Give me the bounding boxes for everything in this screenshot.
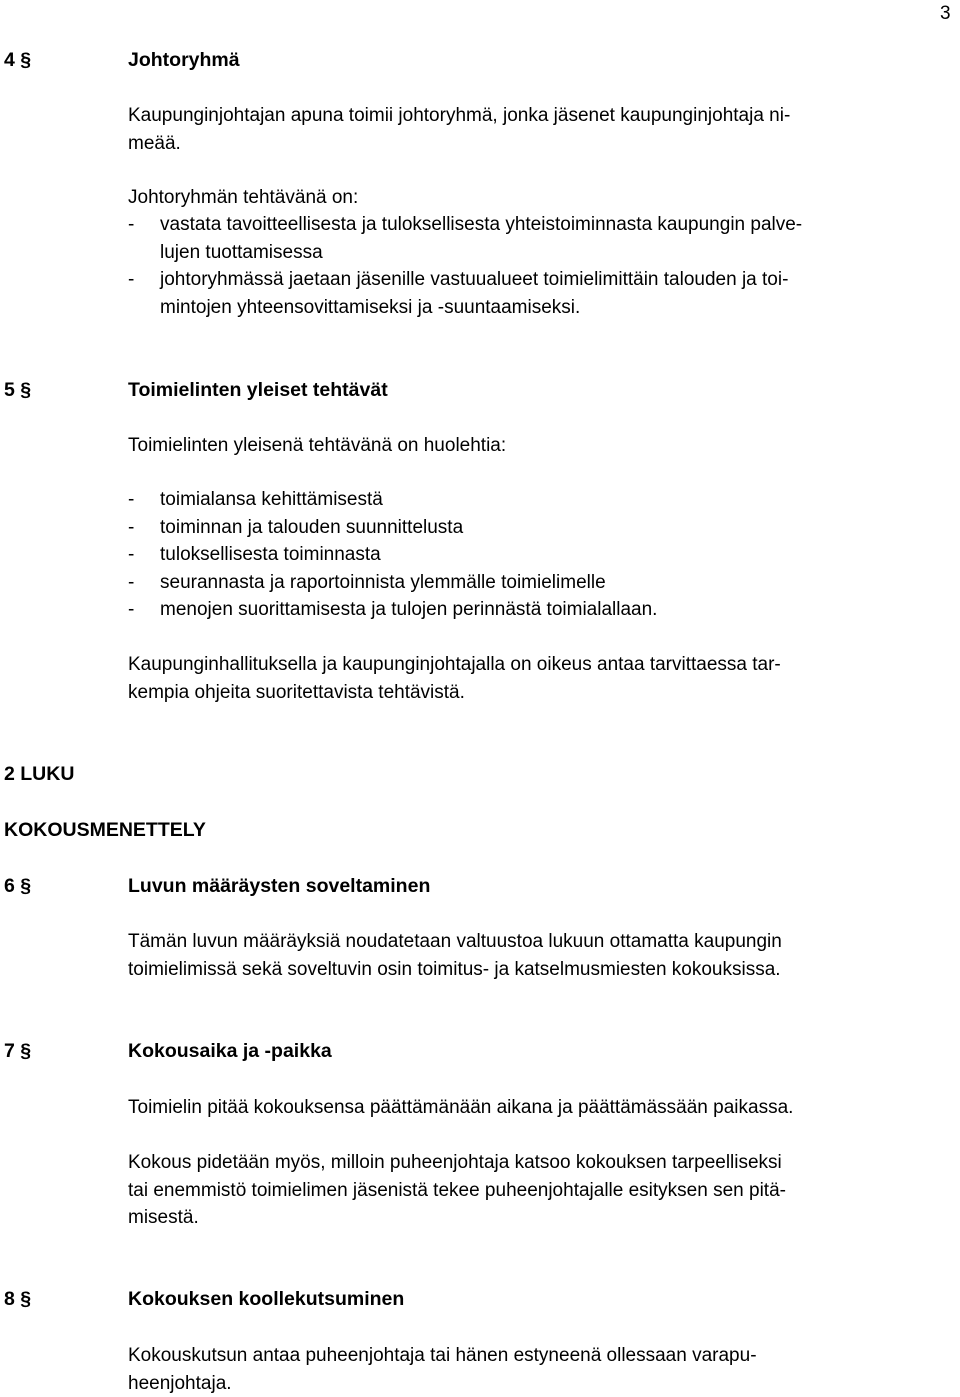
paragraph (128, 184, 928, 212)
list-item: - seurannasta ja raportoinnista ylemmälle toimielimelle (128, 569, 928, 597)
list-marker: - (128, 571, 135, 593)
section-title: Kokousaika ja -paikka (128, 1040, 332, 1062)
section-number: 5 § (4, 379, 32, 401)
section-title: Kokouksen koollekutsuminen (128, 1288, 405, 1310)
text-line: Kokous pidetään myös, milloin puheenjohtaja katsoo kokouksen tarpeelliseksi (128, 1152, 782, 1173)
section-number: 7 § (4, 1040, 32, 1062)
text-line: Tämän luvun määräyksiä noudatetaan valtuustoa lukuun ottamatta kaupungin (128, 931, 782, 952)
section-number: 6 § (4, 875, 32, 897)
paragraph (128, 102, 928, 157)
paragraph (128, 1094, 928, 1122)
text-line: tai enemmistö toimielimen jäsenistä tekee puheenjohtajalle esityksen sen pitä- (128, 1179, 786, 1201)
paragraph (128, 1149, 928, 1232)
list-item: - vastata tavoitteellisesta ja tuloksellisesta yhteistoiminnasta kaupungin palve- (128, 211, 928, 239)
paragraph (128, 432, 928, 460)
list-item-continuation: lujen tuottamisessa (160, 241, 323, 263)
section-number: 4 § (4, 49, 32, 71)
bullet-list (128, 486, 928, 624)
chapter-label: 2 LUKU (4, 763, 75, 785)
list-marker: - (128, 489, 135, 510)
section-title: Johtoryhmä (128, 49, 240, 71)
list-marker: - (128, 599, 135, 620)
text-line: Kaupunginhallituksella ja kaupunginjohtajalla on oikeus antaa tarvittaessa tar- (128, 654, 781, 675)
paragraph (128, 928, 928, 983)
paragraph (128, 1342, 928, 1397)
page-number: 3 (940, 3, 951, 24)
text-line: Kaupunginjohtajan apuna toimii johtoryhmä, jonka jäsenet kaupunginjohtaja ni- (128, 105, 791, 126)
paragraph (128, 651, 928, 706)
list-marker: - (128, 516, 135, 538)
list-item: - toimialansa kehittämisestä (128, 486, 928, 514)
list-item: - johtoryhmässä jaetaan jäsenille vastuualueet toimielimittäin talouden ja toi- (128, 266, 928, 294)
text-line: misestä. (128, 1207, 199, 1228)
list-item: - menojen suorittamisesta ja tulojen perinnästä toimialallaan. (128, 596, 928, 624)
list-item: - tuloksellisesta toiminnasta (128, 541, 928, 569)
section-title: Luvun määräysten soveltaminen (128, 875, 431, 897)
text-line: Toimielin pitää kokouksensa päättämänään aikana ja päättämässään paikassa. (128, 1097, 794, 1118)
list-item: - toiminnan ja talouden suunnittelusta (128, 514, 928, 542)
list-marker: - (128, 269, 135, 290)
text-line: Johtoryhmän tehtävänä on: (128, 187, 359, 208)
text-line: Kokouskutsun antaa puheenjohtaja tai hänen estyneenä ollessaan varapu- (128, 1345, 757, 1366)
text-line: kempia ohjeita suoritettavista tehtävistä. (128, 681, 465, 703)
chapter-title: KOKOUSMENETTELY (4, 819, 206, 841)
list-marker: - (128, 544, 135, 565)
section-number: 8 § (4, 1288, 32, 1310)
list-item-continuation: mintojen yhteensovittamiseksi ja -suuntaamiseksi. (160, 296, 581, 318)
bullet-list (128, 211, 928, 321)
text-line: Toimielinten yleisenä tehtävänä on huolehtia: (128, 435, 507, 456)
text-line: toimielimissä sekä soveltuvin osin toimitus- ja katselmusmiesten kokouksissa. (128, 958, 781, 980)
text-line: meää. (128, 132, 181, 154)
text-line: heenjohtaja. (128, 1372, 232, 1394)
list-marker: - (128, 214, 135, 235)
section-title: Toimielinten yleiset tehtävät (128, 379, 388, 401)
